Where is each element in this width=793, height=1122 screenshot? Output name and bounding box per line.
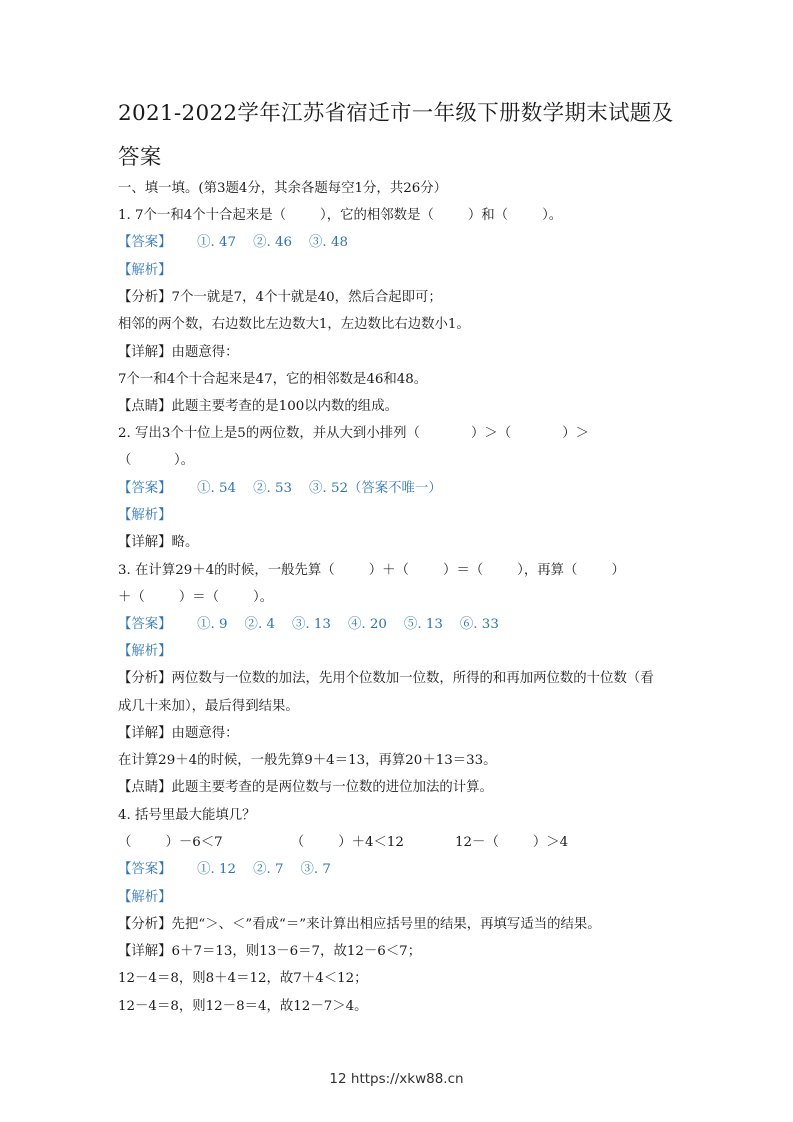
text-line: 12－4＝8，则8＋4＝12，故7＋4＜12；	[118, 971, 368, 986]
text-line: 【详解】由题意得：	[118, 726, 239, 741]
text-line: （ ）。	[118, 453, 195, 468]
text-line: 3. 在计算29＋4的时候，一般先算（ ）＋（ ）＝（ ），再算（ ）	[118, 563, 625, 578]
text-line: 【答案】 ①. 9 ②. 4 ③. 13 ④. 20 ⑤. 13 ⑥. 33	[118, 617, 499, 632]
text-line: 2. 写出3个十位上是5的两位数，并从大到小排列（ ）＞（ ）＞	[118, 426, 589, 441]
page-footer: 12 https://xkw88.cn	[329, 1071, 464, 1087]
text-line: 【答案】 ①. 47 ②. 46 ③. 48	[118, 235, 348, 250]
text-line: 4. 括号里最大能填几？	[118, 808, 256, 823]
text-line: 一、填一填。(第3题4分，其余各题每空1分，共26分）	[118, 181, 448, 196]
text-line: ＋（ ）＝（ ）。	[118, 590, 274, 605]
text-line: 【分析】先把“＞、＜”看成“＝”来计算出相应括号里的结果，再填写适当的结果。	[118, 917, 601, 932]
text-line: 【详解】由题意得：	[118, 345, 239, 360]
text-line: 【答案】 ①. 54 ②. 53 ③. 52（答案不唯一）	[118, 481, 442, 496]
text-line: 【分析】两位数与一位数的加法，先用个位数加一位数，所得的和再加两位数的十位数（看	[118, 671, 654, 686]
text-line: 【分析】7个一就是7，4个十就是40，然后合起即可；	[118, 290, 442, 305]
text-line: 【答案】 ①. 12 ②. 7 ③. 7	[118, 862, 331, 877]
text-line: 在计算29＋4的时候，一般先算9＋4＝13，再算20＋13＝33。	[118, 753, 497, 768]
text-line: 【详解】略。	[118, 535, 199, 550]
text-line: 7个一和4个十合起来是47，它的相邻数是46和48。	[118, 372, 428, 387]
text-line: 12－4＝8，则12－8＝4，故12－7＞4。	[118, 999, 368, 1014]
text-line: 【解析】	[118, 890, 172, 905]
page-title: 2021-2022学年江苏省宿迁市一年级下册数学期末试题及答案	[118, 101, 674, 170]
text-line: （ ）－6＜7 （ ）＋4＜12 12－（ ）＞4	[118, 835, 569, 850]
text-line: 【解析】	[118, 263, 172, 278]
text-line: 【点睛】此题主要考查的是两位数与一位数的进位加法的计算。	[118, 780, 493, 795]
text-line: 成几十来加），最后得到结果。	[118, 699, 299, 714]
text-line: 1. 7个一和4个十合起来是（ ），它的相邻数是（ ）和（ ）。	[118, 208, 563, 223]
text-line: 相邻的两个数，右边数比左边数大1，左边数比右边数小1。	[118, 317, 470, 332]
text-line: 【详解】6＋7＝13，则13－6＝7，故12－6＜7；	[118, 944, 422, 959]
text-line: 【点睛】此题主要考查的是100以内数的组成。	[118, 399, 398, 414]
text-line: 【解析】	[118, 644, 172, 659]
text-line: 【解析】	[118, 508, 172, 523]
